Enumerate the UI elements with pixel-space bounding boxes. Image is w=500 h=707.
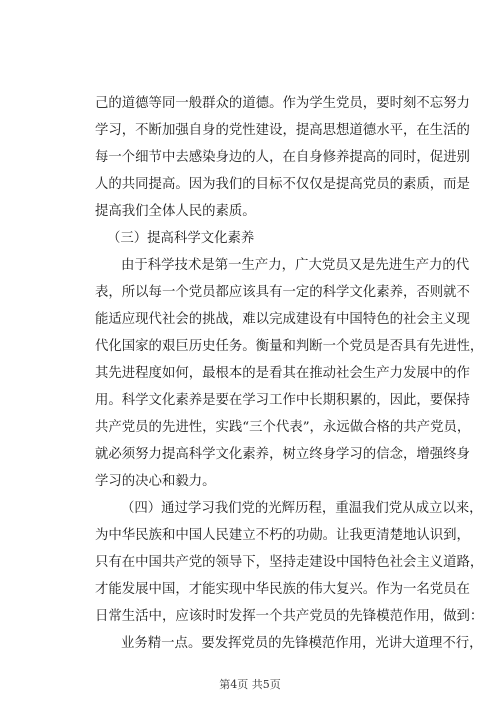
text-line: 每一个细节中去感染身边的人，在自身修养提高的同时，促进别 (95, 150, 470, 165)
section-heading: （三）提高科学文化素养 (107, 231, 255, 246)
text-line: 日常生活中，应该时时发挥一个共产党员的先锋模范作用，做到： (95, 609, 484, 624)
text-line: 其先进程度如何，最根本的是看其在推动社会生产力发展中的作 (95, 366, 470, 381)
text-line: 己的道德等同一般群众的道德。作为学生党员，要时刻不忘努力 (95, 96, 470, 111)
text-line: 就必须努力提高科学文化素养，树立终身学习的信念，增强终身 (95, 447, 470, 462)
text-line: 只有在中国共产党的领导下，坚持走建设中国特色社会主义道路， (95, 555, 484, 570)
text-line: 为中华民族和中国人民建立不朽的功勋。让我更清楚地认识到， (95, 528, 470, 543)
text-line: 共产党员的先进性，实践“三个代表”，永远做合格的共产党员， (95, 420, 471, 435)
body-text (95, 90, 484, 657)
text-line: 表，所以每一个党员都应该具有一定的科学文化素养，否则就不 (95, 285, 470, 300)
text-line: 由于科学技术是第一生产力，广大党员又是先进生产力的代 (121, 258, 470, 273)
text-line: 学习，不断加强自身的党性建设，提高思想道德水平，在生活的 (95, 123, 470, 138)
text-line: 用。科学文化素养是要在学习工作中长期积累的，因此，要保持 (95, 393, 470, 408)
text-line: 代化国家的艰巨历史任务。衡量和判断一个党员是否具有先进性， (95, 339, 484, 354)
text-line: 人的共同提高。因为我们的目标不仅仅是提高党员的素质，而是 (95, 177, 470, 192)
text-line: 学习的决心和毅力。 (95, 474, 216, 489)
page-number-footer: 第4页 共5页 (219, 678, 281, 691)
text-line: 提高我们全体人民的素质。 (95, 204, 256, 219)
text-line: （四）通过学习我们党的光辉历程，重温我们党从成立以来， (121, 501, 483, 516)
text-line: 能适应现代社会的挑战，难以完成建设有中国特色的社会主义现 (95, 312, 470, 327)
text-line: 业务精一点。要发挥党员的先锋模范作用，光讲大道理不行， (121, 636, 483, 651)
text-line: 才能发展中国，才能实现中华民族的伟大复兴。作为一名党员在 (95, 582, 470, 597)
